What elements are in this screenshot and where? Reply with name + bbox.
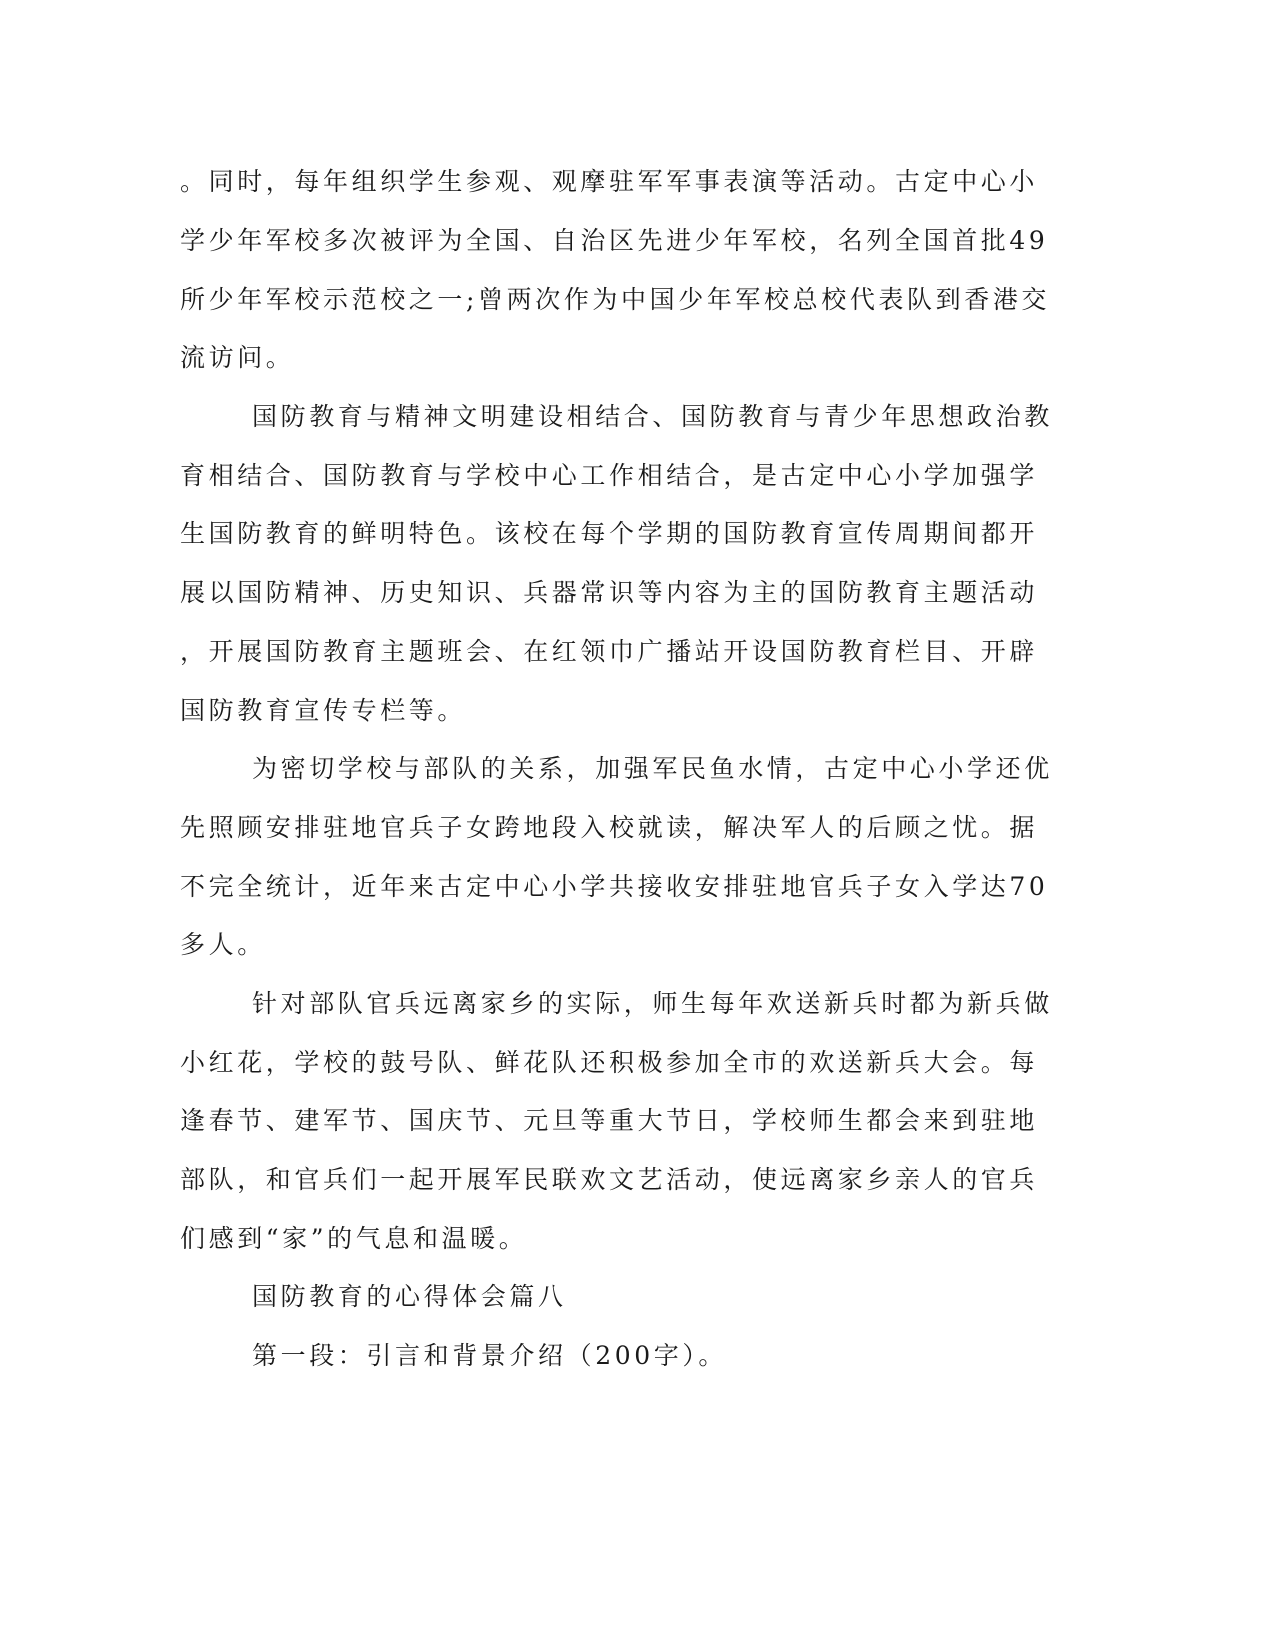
- paragraph-4-line-2: 小红花，学校的鼓号队、鲜花队还积极参加全市的欢送新兵大会。每: [180, 1048, 1039, 1077]
- paragraph-1-line-3: 所少年军校示范校之一;曾两次作为中国少年军校总校代表队到香港交: [180, 285, 1051, 314]
- paragraph-2-line-2: 育相结合、国防教育与学校中心工作相结合，是古定中心小学加强学: [180, 461, 1039, 490]
- paragraph-3-line-1: 为密切学校与部队的关系，加强军民鱼水情，古定中心小学还优: [252, 754, 1053, 783]
- paragraph-4-line-4: 部队，和官兵们一起开展军民联欢文艺活动，使远离家乡亲人的官兵: [180, 1165, 1039, 1194]
- paragraph-4-line-3: 逢春节、建军节、国庆节、元旦等重大节日，学校师生都会来到驻地: [180, 1106, 1039, 1135]
- paragraph-1-line-4: 流访问。: [180, 343, 295, 372]
- paragraph-2-line-3: 生国防教育的鲜明特色。该校在每个学期的国防教育宣传周期间都开: [180, 519, 1039, 548]
- paragraph-2-line-5: ，开展国防教育主题班会、在红领巾广播站开设国防教育栏目、开辟: [180, 637, 1039, 666]
- paragraph-2-line-1: 国防教育与精神文明建设相结合、国防教育与青少年思想政治教: [252, 402, 1053, 431]
- paragraph-1-line-1: 。同时，每年组织学生参观、观摩驻军军事表演等活动。古定中心小: [180, 167, 1039, 196]
- section-subheading: 第一段：引言和背景介绍（200字）。: [252, 1341, 728, 1370]
- paragraph-4-line-5: 们感到“家”的气息和温暖。: [180, 1224, 528, 1253]
- paragraph-2-line-6: 国防教育宣传专栏等。: [180, 696, 467, 725]
- paragraph-4-line-1: 针对部队官兵远离家乡的实际，师生每年欢送新兵时都为新兵做: [252, 989, 1053, 1018]
- paragraph-2-line-4: 展以国防精神、历史知识、兵器常识等内容为主的国防教育主题活动: [180, 578, 1039, 607]
- section-heading: 国防教育的心得体会篇八: [252, 1282, 567, 1311]
- paragraph-1-line-2: 学少年军校多次被评为全国、自治区先进少年军校，名列全国首批49: [180, 226, 1049, 255]
- paragraph-3-line-2: 先照顾安排驻地官兵子女跨地段入校就读，解决军人的后顾之忧。据: [180, 813, 1039, 842]
- paragraph-3-line-3: 不完全统计，近年来古定中心小学共接收安排驻地官兵子女入学达70: [180, 872, 1049, 901]
- paragraph-3-line-4: 多人。: [180, 930, 266, 959]
